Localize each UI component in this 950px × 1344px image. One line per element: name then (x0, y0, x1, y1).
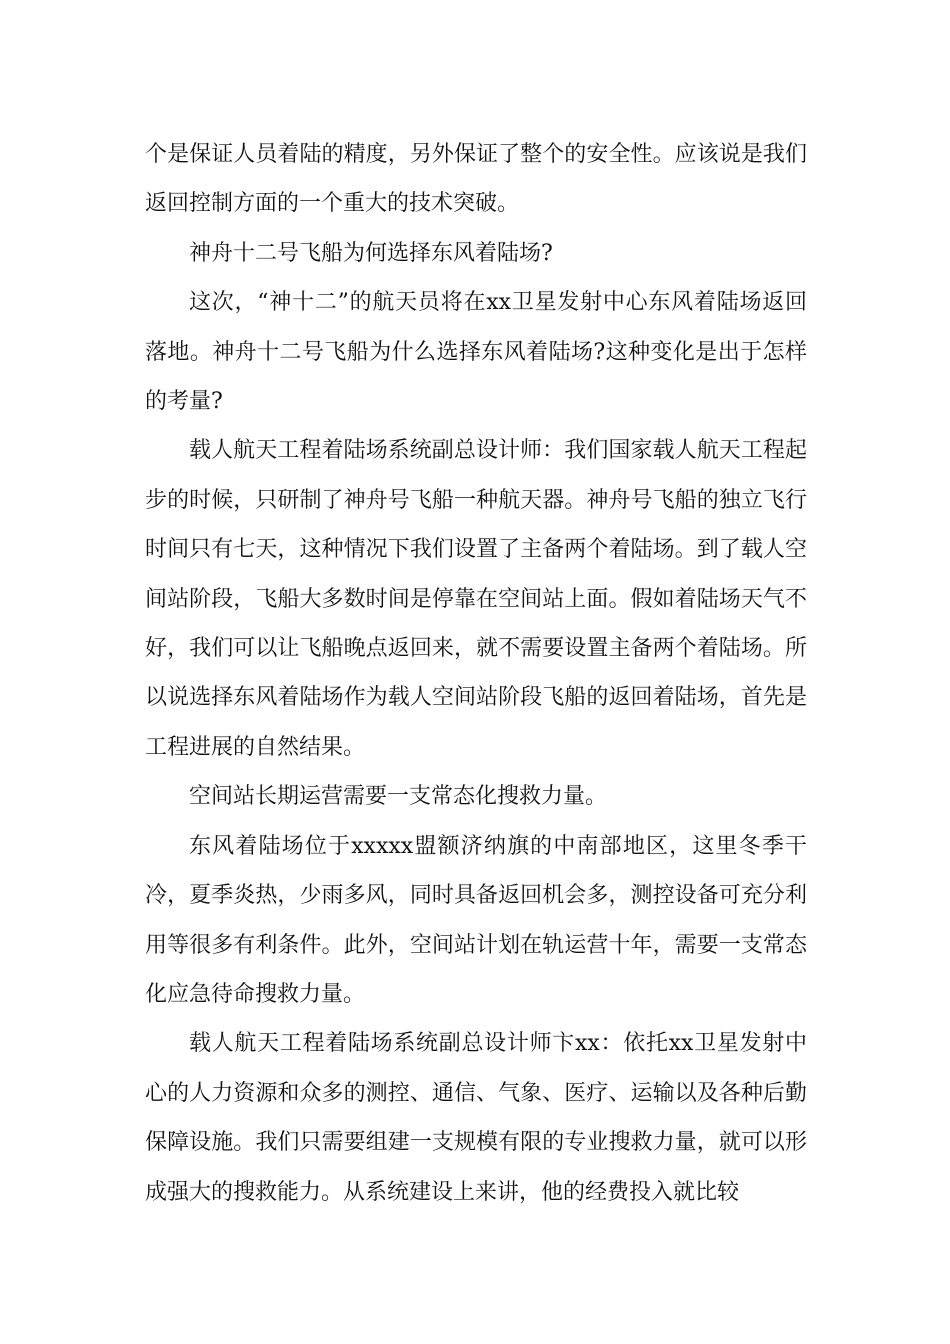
paragraph-4: 载人航天工程着陆场系统副总设计师：我们国家载人航天工程起步的时候，只研制了神舟号飞船一种航天器。神舟号飞船的独立飞行时间只有七天，这种情况下我们设置了主备两个着陆场。到了载人空间站阶段，飞船大多数时间是停靠在空间站上面。假如着陆场天气不好，我们可以让飞船晚点返回来，就不需要设置主备两个着陆场。所以说选择东风着陆场作为载人空间站阶段飞船的返回着陆场，首先是工程进展的自然结果。 (145, 438, 807, 760)
paragraph-2-heading: 神舟十二号飞船为何选择东风着陆场? (189, 240, 553, 266)
paragraph-1: 个是保证人员着陆的精度，另外保证了整个的安全性。应该说是我们返回控制方面的一个重大的技术突破。 (145, 142, 807, 217)
paragraph-3: 这次，“神十二”的航天员将在xx卫星发射中心东风着陆场返回落地。神舟十二号飞船为什么选择东风着陆场?这种变化是出于怎样的考量? (145, 290, 807, 415)
paragraph-7: 载人航天工程着陆场系统副总设计师卞xx：依托xx卫星发射中心的人力资源和众多的测控、通信、气象、医疗、运输以及各种后勤保障设施。我们只需要组建一支规模有限的专业搜救力量，就可以形成强大的搜救能力。从系统建设上来讲，他的经费投入就比较 (145, 1031, 807, 1205)
document-body (145, 130, 807, 1217)
paragraph-6: 东风着陆场位于xxxxx盟额济纳旗的中南部地区，这里冬季干冷，夏季炎热，少雨多风，同时具备返回机会多，测控设备可充分利用等很多有利条件。此外，空间站计划在轨运营十年，需要一支常态化应急待命搜救力量。 (145, 833, 807, 1007)
paragraph-5-heading: 空间站长期运营需要一支常态化搜救力量。 (189, 784, 608, 810)
